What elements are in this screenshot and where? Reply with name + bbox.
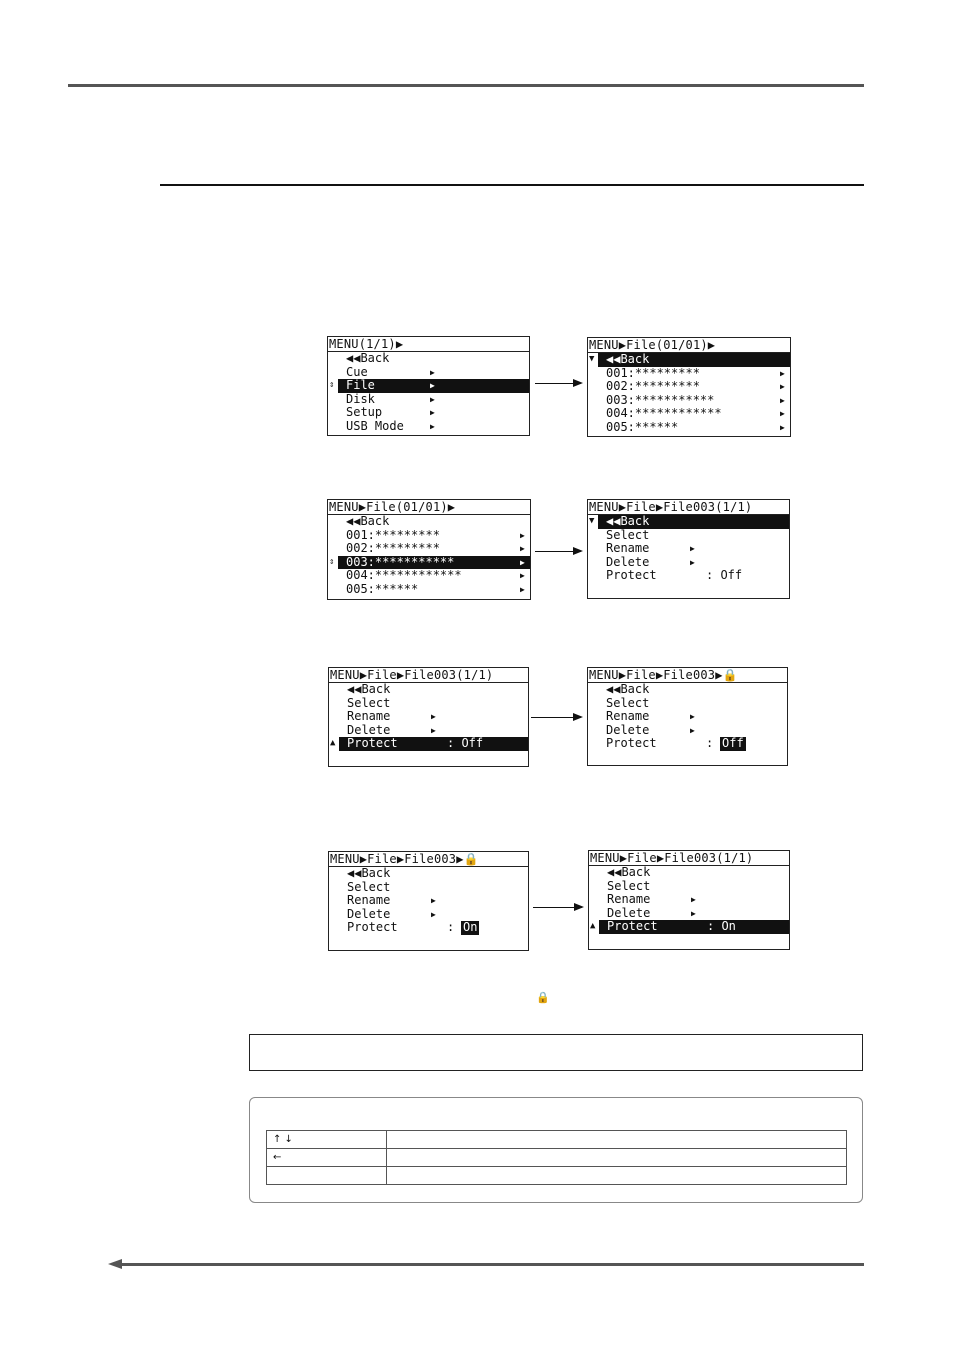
submenu-arrow-icon: ▶ — [520, 557, 525, 567]
lcd-row-label: Protect — [606, 568, 657, 583]
submenu-arrow-icon: ▶ — [430, 408, 435, 418]
lcd-row-label: Rename — [606, 541, 650, 556]
lcd-screen-menu — [327, 336, 530, 436]
submenu-arrow-icon: ▶ — [690, 725, 695, 735]
lcd-row-label: Select — [606, 695, 650, 710]
lcd-menu-row — [590, 919, 789, 934]
lcd-menu-row — [329, 867, 528, 881]
transition-arrow — [535, 551, 581, 552]
lcd-row-label: 001:********* — [606, 365, 700, 380]
submenu-arrow-icon: ▶ — [690, 544, 695, 554]
lcd-row-label: 004:************ — [346, 568, 462, 583]
lcd-row-label: Delete — [606, 554, 650, 569]
lcd-screen-protect-edit-off — [587, 667, 788, 766]
lcd-header: MENU▶File▶File003(1/1) — [589, 851, 789, 866]
table-row — [267, 1149, 847, 1167]
submenu-arrow-icon: ▶ — [780, 368, 785, 378]
table-row — [267, 1131, 847, 1149]
lcd-row-label: Select — [607, 878, 651, 893]
lcd-menu-row — [330, 736, 528, 751]
submenu-arrow-icon: ▶ — [780, 422, 785, 432]
submenu-arrow-icon: ▶ — [780, 382, 785, 392]
submenu-arrow-icon: ▶ — [431, 909, 436, 919]
lcd-menu-row — [588, 542, 789, 556]
lcd-row-value: : Off — [447, 736, 484, 751]
submenu-arrow-icon: ▶ — [691, 895, 696, 905]
cursor-marker-icon: ⇕ — [329, 556, 335, 567]
lcd-row-label: 002:********* — [606, 379, 700, 394]
submenu-arrow-icon: ▶ — [430, 381, 435, 391]
lcd-menu-row — [589, 907, 789, 921]
submenu-arrow-icon: ▶ — [520, 584, 525, 594]
lcd-header: MENU▶File(01/01)▶ — [328, 500, 530, 515]
lcd-header: MENU▶File▶File003▶🔒 — [329, 852, 528, 867]
lcd-row-label: ◀◀Back — [347, 682, 391, 696]
lcd-screen-file003-menu — [587, 499, 790, 599]
lcd-row-label: Delete — [607, 905, 651, 920]
submenu-arrow-icon: ▶ — [431, 725, 436, 735]
lcd-header: MENU▶File▶File003▶🔒 — [588, 668, 787, 683]
submenu-arrow-icon: ▶ — [780, 409, 785, 419]
lcd-menu-row — [329, 724, 528, 738]
footer-rule — [118, 1263, 864, 1266]
lcd-menu-row — [588, 569, 789, 583]
lcd-row-label: USB Mode — [346, 418, 404, 433]
lcd-row-label: 003:*********** — [606, 392, 715, 407]
lcd-screen-file-list — [587, 337, 791, 437]
lcd-screen-file-list-003 — [327, 499, 531, 600]
lcd-menu-row — [329, 683, 528, 697]
lcd-row-label: ◀◀Back — [346, 351, 390, 365]
submenu-arrow-icon: ▶ — [691, 908, 696, 918]
lcd-row-label: Select — [347, 695, 391, 710]
submenu-arrow-icon: ▶ — [431, 712, 436, 722]
key-table — [266, 1130, 847, 1185]
lcd-menu-row — [329, 378, 529, 393]
lcd-row-label: Rename — [347, 893, 391, 908]
lcd-screen-protect-on — [588, 850, 790, 950]
lcd-menu-row — [588, 367, 790, 381]
description-cell — [387, 1149, 847, 1167]
lcd-menu-row — [328, 542, 530, 556]
lcd-menu-row — [588, 683, 787, 697]
submenu-arrow-icon: ▶ — [520, 530, 525, 540]
lcd-row-label: ◀◀Back — [346, 514, 390, 528]
lcd-row-value: : Off — [706, 568, 743, 583]
key-cell: ↑ ↓ — [267, 1131, 387, 1149]
lcd-row-label: Rename — [347, 709, 391, 724]
key-cell: ← — [267, 1149, 387, 1167]
lcd-menu-row — [328, 352, 529, 366]
lcd-row-label: Cue — [346, 364, 368, 379]
lcd-row-label: Protect — [606, 736, 657, 751]
lcd-row-label: 001:********* — [346, 527, 440, 542]
header-rule — [68, 84, 864, 87]
lcd-menu-row — [588, 380, 790, 394]
lcd-row-label: Delete — [347, 722, 391, 737]
lcd-row-label: Rename — [606, 709, 650, 724]
lcd-menu-row — [328, 366, 529, 380]
lcd-row-label: 005:****** — [346, 581, 419, 596]
lcd-menu-row — [588, 421, 790, 435]
cursor-marker-icon: ▼ — [589, 516, 595, 526]
lcd-row-label: Protect — [347, 736, 398, 751]
submenu-arrow-icon: ▶ — [520, 544, 525, 554]
submenu-arrow-icon: ▶ — [690, 557, 695, 567]
key-cell — [267, 1167, 387, 1185]
lcd-menu-row — [589, 880, 789, 894]
lcd-row-label: 005:****** — [606, 419, 679, 434]
lcd-menu-row — [328, 569, 530, 583]
lcd-menu-row — [328, 529, 530, 543]
lcd-menu-row — [589, 514, 789, 529]
submenu-arrow-icon: ▶ — [690, 712, 695, 722]
lcd-menu-row — [329, 710, 528, 724]
lcd-menu-row — [328, 515, 530, 529]
lcd-menu-row — [588, 697, 787, 711]
lcd-menu-row — [588, 737, 787, 751]
lcd-row-value: : On — [707, 919, 736, 934]
submenu-arrow-icon: ▶ — [430, 367, 435, 377]
transition-arrow — [535, 383, 581, 384]
lock-icon: 🔒 — [536, 991, 550, 1004]
lcd-row-label: File — [346, 378, 375, 393]
submenu-arrow-icon: ▶ — [520, 571, 525, 581]
lcd-menu-row — [588, 407, 790, 421]
lcd-menu-row — [329, 921, 528, 935]
lcd-header: MENU▶File▶File003(1/1) — [588, 500, 789, 515]
description-cell — [387, 1131, 847, 1149]
lcd-menu-row — [588, 529, 789, 543]
lcd-row-label: ◀◀Back — [607, 865, 651, 879]
lcd-row-label: Delete — [347, 906, 391, 921]
editing-value: On — [463, 920, 478, 935]
lcd-menu-row — [328, 406, 529, 420]
lcd-screen-protect-select — [328, 667, 529, 767]
lcd-menu-row — [589, 893, 789, 907]
cursor-marker-icon: ▲ — [330, 738, 336, 749]
cursor-marker-icon: ▼ — [589, 354, 595, 364]
lcd-menu-row — [588, 394, 790, 408]
description-cell — [387, 1167, 847, 1185]
lcd-menu-row — [329, 881, 528, 895]
submenu-arrow-icon: ▶ — [431, 896, 436, 906]
lcd-row-label: Protect — [347, 920, 398, 935]
lcd-menu-row — [329, 554, 530, 570]
lcd-menu-row — [328, 393, 529, 407]
lcd-row-label: ◀◀Back — [606, 514, 650, 528]
lcd-menu-row — [588, 710, 787, 724]
lcd-row-label: Protect — [607, 919, 658, 934]
lcd-header: MENU▶File▶File003(1/1) — [329, 668, 528, 683]
transition-arrow — [531, 717, 581, 718]
lcd-screen-protect-edit-on — [328, 851, 529, 951]
lcd-menu-row — [589, 866, 789, 880]
lcd-row-label: ◀◀Back — [606, 352, 650, 366]
lcd-menu-row — [329, 894, 528, 908]
lcd-row-label: Disk — [346, 391, 375, 406]
table-row — [267, 1167, 847, 1185]
lcd-row-label: Delete — [606, 722, 650, 737]
lcd-row-label: 004:************ — [606, 406, 722, 421]
editing-value: Off — [722, 736, 744, 751]
lcd-header: MENU▶File(01/01)▶ — [588, 338, 790, 353]
lcd-row-value: : — [447, 920, 455, 935]
submenu-arrow-icon: ▶ — [430, 394, 435, 404]
lcd-menu-row — [328, 583, 530, 597]
lcd-menu-row — [588, 724, 787, 738]
submenu-arrow-icon: ▶ — [780, 395, 785, 405]
lcd-row-label: ◀◀Back — [606, 682, 650, 696]
lcd-row-label: 003:*********** — [346, 554, 455, 569]
lcd-menu-row — [329, 697, 528, 711]
lcd-row-label: 002:********* — [346, 541, 440, 556]
section-rule — [160, 184, 864, 186]
lcd-row-label: Select — [606, 527, 650, 542]
lcd-row-label: Rename — [607, 892, 651, 907]
lcd-header: MENU(1/1)▶ — [328, 337, 529, 352]
lcd-menu-row — [589, 352, 790, 367]
transition-arrow — [533, 907, 582, 908]
lcd-row-label: Setup — [346, 405, 383, 420]
lcd-row-label: ◀◀Back — [347, 866, 391, 880]
lcd-menu-row — [588, 556, 789, 570]
cursor-marker-icon: ⇕ — [329, 380, 335, 391]
note-box — [249, 1034, 863, 1071]
lcd-row-label: Select — [347, 879, 391, 894]
submenu-arrow-icon: ▶ — [430, 421, 435, 431]
cursor-marker-icon: ▲ — [590, 921, 596, 932]
lcd-menu-row — [329, 908, 528, 922]
lcd-row-value: : — [706, 736, 714, 751]
lcd-menu-row — [328, 420, 529, 434]
